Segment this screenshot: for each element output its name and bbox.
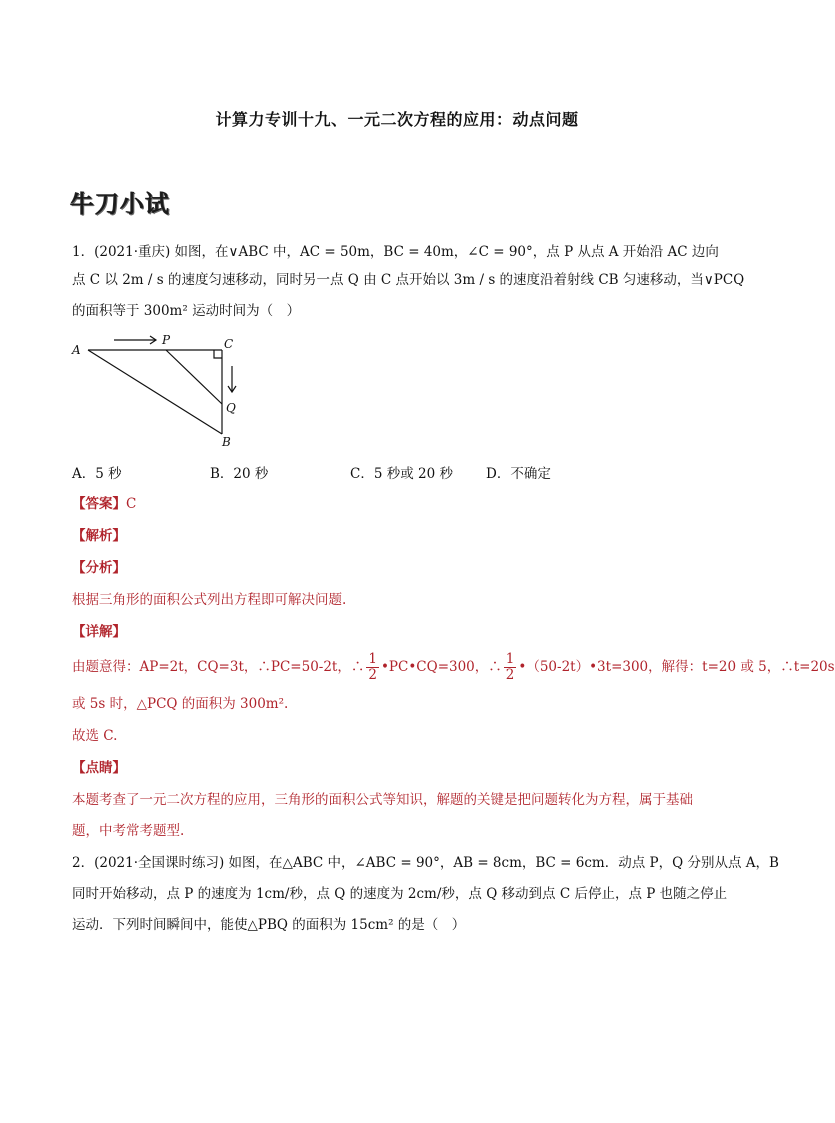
comment-line1: 本题考查了一元二次方程的应用，三角形的面积公式等知识，解题的关键是把问题转化为方程，属于基础 — [72, 792, 693, 808]
q2-stem-line1: 2．(2021·全国课时练习) 如图，在△ABC 中，∠ABC = 90°，AB = 8cm，BC = 6cm．动点 P，Q 分别从点 A，B — [72, 855, 779, 871]
detail-part-a: 由题意得：AP=2t，CQ=3t，∴PC=50-2t，∴ — [72, 659, 365, 675]
fraction-half-1: $\frac{1}{2}$ — [368, 651, 377, 683]
page-title: 计算力专训十九、一元二次方程的应用：动点问题 — [215, 110, 579, 129]
label-c: C — [224, 337, 234, 351]
choose-line: 故选 C. — [72, 728, 118, 744]
q2-stem-line2: 同时开始移动，点 P 的速度为 1cm/秒，点 Q 的速度为 2cm/秒，点 Q 移动到点 C 后停止，点 P 也随之停止 — [72, 886, 728, 902]
answer-value: C — [126, 496, 137, 512]
q2-stem-line3: 运动．下列时间瞬间中，能使△PBQ 的面积为 15cm² 的是（ ） — [72, 917, 466, 933]
label-a: A — [72, 343, 81, 357]
right-angle-mark — [214, 350, 222, 358]
q1-option-a: A．5 秒 — [72, 466, 122, 482]
detail-line2: 或 5s 时，△PCQ 的面积为 300m². — [72, 696, 289, 712]
segment-ab — [88, 350, 222, 434]
analysis-tag: 【解析】 — [72, 528, 126, 544]
comment-tag: 【点睛】 — [72, 760, 126, 776]
label-b: B — [222, 435, 231, 449]
q1-stem-line2: 点 C 以 2m / s 的速度匀速移动，同时另一点 Q 由 C 点开始以 3m / s 的速度沿着射线 CB 匀速移动，当∨PCQ — [72, 272, 745, 288]
detail-part-b: •PC•CQ=300，∴ — [380, 659, 502, 675]
q1-option-c: C．5 秒或 20 秒 — [350, 466, 453, 482]
label-p: P — [162, 333, 171, 347]
fenxi-text: 根据三角形的面积公式列出方程即可解决问题. — [72, 592, 347, 608]
q1-figure — [66, 330, 256, 452]
q1-option-d: D．不确定 — [486, 466, 551, 482]
detail-part-c: •（50-2t）•3t=300，解得：t=20 或 5，∴t=20s — [518, 659, 835, 675]
q1-option-b: B．20 秒 — [210, 466, 269, 482]
q1-stem-line3: 的面积等于 300m² 运动时间为（ ） — [72, 303, 301, 319]
fenxi-tag: 【分析】 — [72, 560, 126, 576]
section-title: 牛刀小试 — [70, 190, 170, 218]
q1-answer — [72, 494, 136, 514]
answer-tag: 【答案】 — [72, 496, 126, 512]
detail-line1 — [72, 652, 835, 683]
detail-tag: 【详解】 — [72, 624, 126, 640]
fraction-half-2: $\frac{1}{2}$ — [505, 651, 515, 683]
label-q: Q — [226, 401, 236, 415]
comment-line2: 题，中考常考题型. — [72, 823, 185, 839]
q1-stem-line1: 1．(2021·重庆) 如图，在∨ABC 中，AC = 50m，BC = 40m，∠C = 90°，点 P 从点 A 开始沿 AC 边向 — [72, 244, 719, 260]
